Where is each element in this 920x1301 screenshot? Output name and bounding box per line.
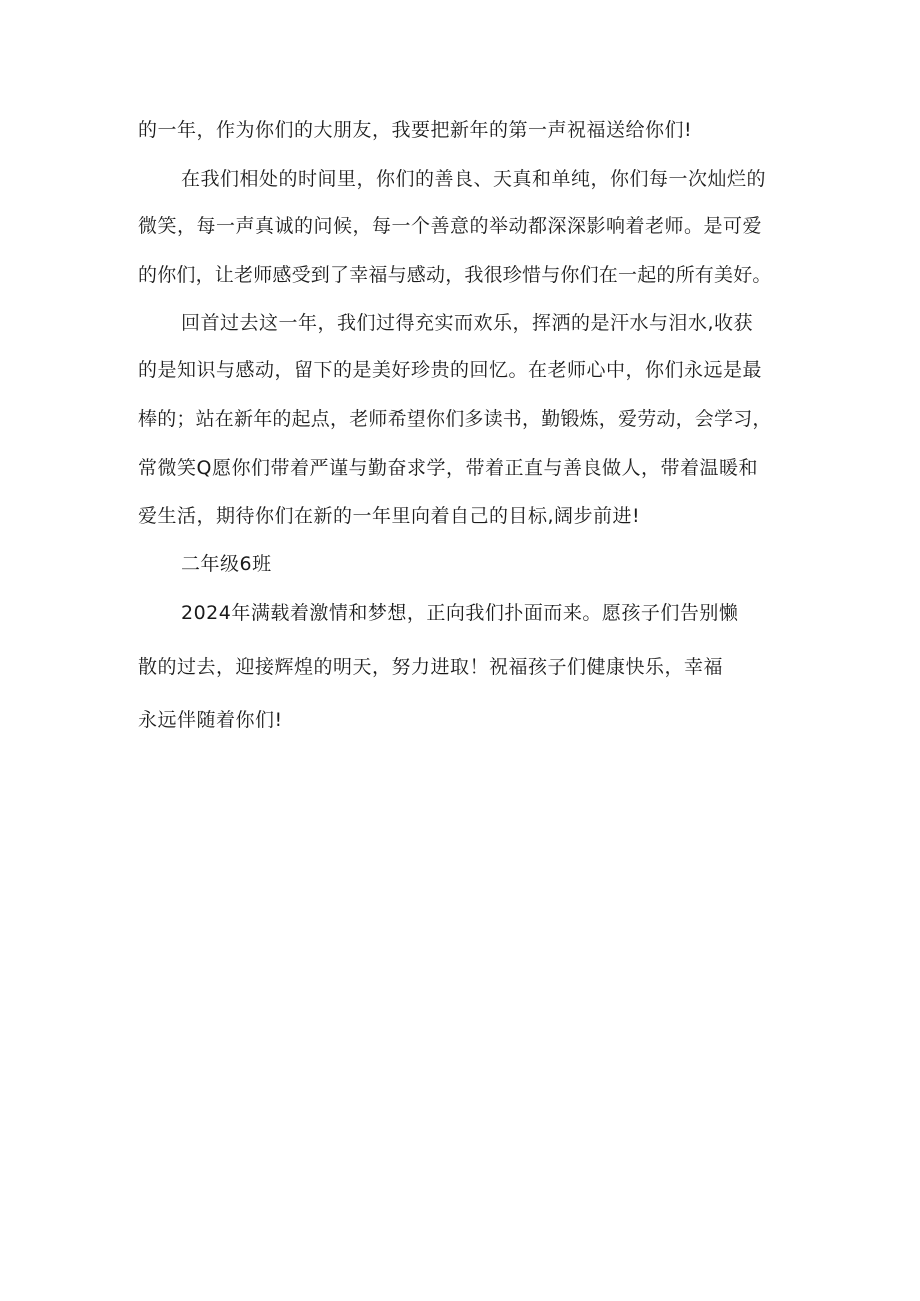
text-line-1: 的一年，作为你们的大朋友，我要把新年的第一声祝福送给你们!: [138, 119, 693, 141]
class-label: 二年级6班: [181, 553, 272, 575]
text-line-7: 棒的；站在新年的起点，老师希望你们多读书，勤锻炼，爱劳动，会学习，: [138, 408, 772, 430]
text-line-6: 的是知识与感动，留下的是美好珍贵的回忆。在老师心中，你们永远是最: [138, 359, 763, 381]
text-line-3: 微笑，每一声真诚的问候，每一个善意的举动都深深影响着老师。是可爱: [138, 215, 763, 237]
text-line-13: 永远伴随着你们!: [138, 709, 283, 731]
text-line-4: 的你们，让老师感受到了幸福与感动，我很珍惜与你们在一起的所有美好。: [138, 264, 772, 286]
text-line-9: 爱生活，期待你们在新的一年里向着自己的目标,阔步前进!: [138, 505, 641, 527]
text-line-12: 散的过去，迎接辉煌的明天，努力进取！祝福孩子们健康快乐，幸福: [138, 656, 724, 678]
text-line-2: 在我们相处的时间里，你们的善良、天真和单纯，你们每一次灿烂的: [181, 168, 767, 190]
text-line-5: 回首过去这一年，我们过得充实而欢乐，挥洒的是汗水与泪水,收获: [181, 312, 754, 334]
text-line-11: 2024年满载着激情和梦想，正向我们扑面而来。愿孩子们告别懒: [181, 602, 739, 624]
text-line-8: 常微笑Q愿你们带着严谨与勤奋求学，带着正直与善良做人，带着温暖和: [138, 457, 758, 479]
